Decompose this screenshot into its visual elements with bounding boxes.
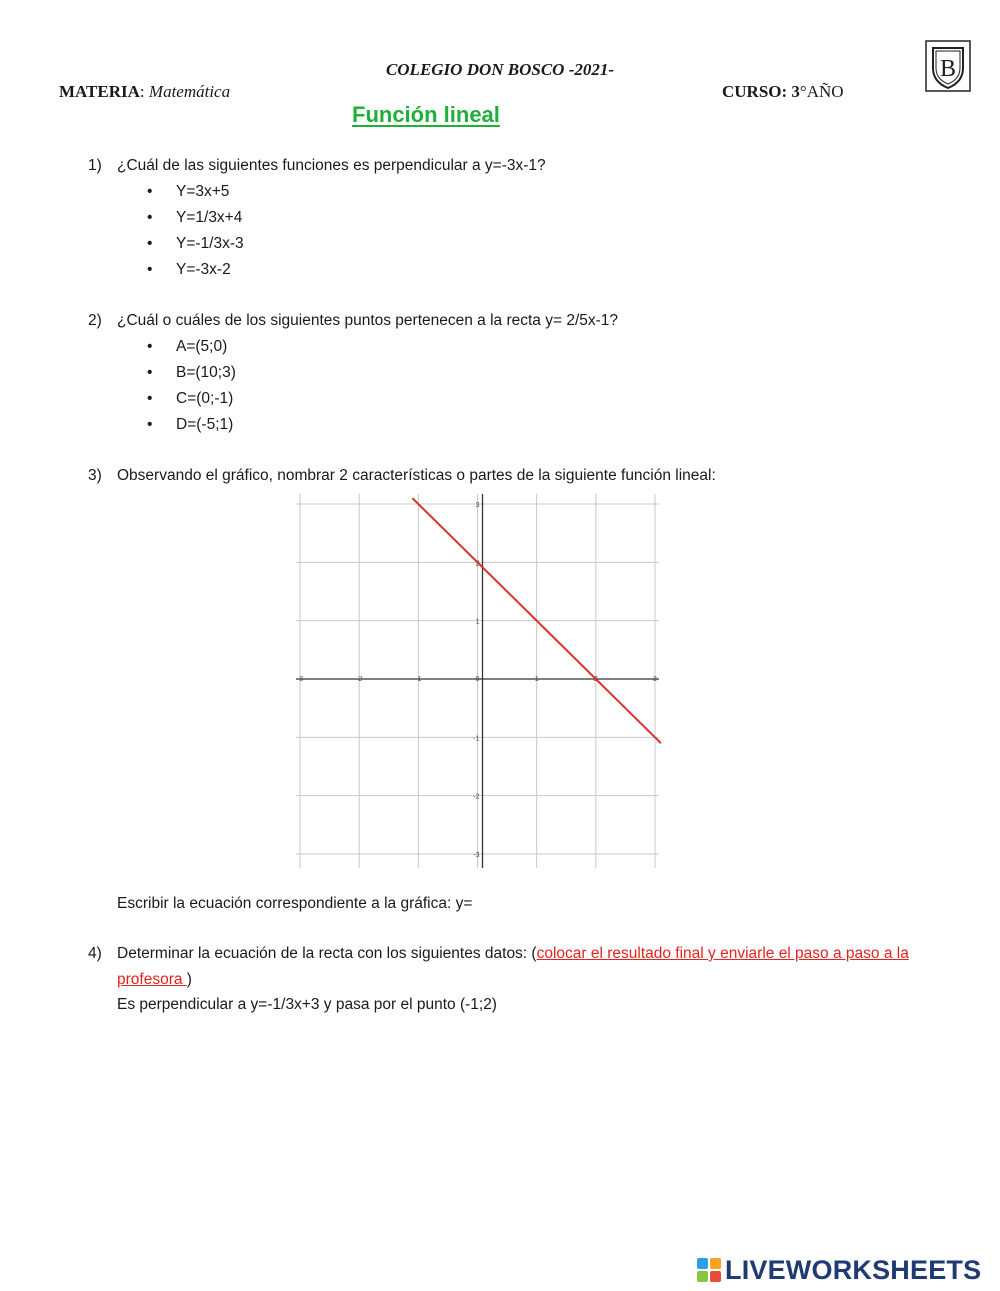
question-number: 3): [88, 467, 102, 484]
question-4-statement: Es perpendicular a y=-1/3x+3 y pasa por el punto (-1;2): [117, 996, 497, 1013]
x-tick-label: 2: [593, 676, 598, 683]
option-label: Y=1/3x+4: [176, 209, 243, 226]
function-graph: [290, 490, 665, 877]
question-number: 1): [88, 157, 102, 174]
equation-prompt: Escribir la ecuación correspondiente a la gráfica: y=: [117, 895, 473, 912]
liveworksheets-brand: LIVEWORKSHEETS: [725, 1254, 982, 1285]
subject-line: MATERIA: Matemática: [59, 82, 231, 101]
question-number: 2): [88, 312, 102, 329]
instruction-note: colocar el resultado final y enviarle el paso a paso a la: [536, 945, 909, 962]
y-tick-label: 3: [475, 502, 480, 509]
option-label: B=(10;3): [176, 364, 236, 381]
y-tick-label: -1: [473, 735, 480, 743]
option-label: A=(5;0): [176, 338, 228, 355]
materia-value: Matemática: [148, 82, 231, 101]
y-tick-label: 1: [475, 618, 480, 626]
x-tick-label: 3: [653, 676, 657, 683]
option-label: C=(0;-1): [176, 390, 234, 407]
y-tick-label: -3: [473, 852, 480, 859]
x-tick-label: -1: [415, 676, 422, 683]
x-tick-label: -2: [356, 676, 363, 683]
shield-crest-icon: [925, 40, 971, 92]
question-text: Determinar la ecuación de la recta con los siguientes datos: (colocar el resultado final y enviarle el paso a paso a la: [117, 945, 909, 962]
course-line: [722, 82, 844, 102]
curso-value: °AÑO: [799, 82, 844, 101]
question-text: Observando el gráfico, nombrar 2 características o partes de la siguiente función lineal:: [117, 467, 716, 484]
question-4-line-2: profesora ): [117, 971, 192, 988]
curso-label: CURSO: 3: [722, 82, 800, 101]
x-tick-label: -3: [296, 676, 304, 683]
y-tick-label: 2: [475, 560, 480, 568]
materia-label: MATERIA: [59, 82, 140, 101]
school-title: COLEGIO DON BOSCO -2021-: [385, 60, 615, 79]
instruction-note-cont: profesora: [117, 971, 187, 988]
liveworksheets-logo-icon: [697, 1258, 721, 1282]
question-text: ¿Cuál o cuáles de los siguientes puntos pertenecen a la recta y= 2/5x-1?: [117, 312, 619, 329]
question-text: ¿Cuál de las siguientes funciones es perpendicular a y=-3x-1?: [117, 157, 546, 174]
option-label: D=(-5;1): [176, 416, 234, 433]
x-tick-label: 1: [534, 676, 539, 683]
svg-text:B: B: [939, 56, 957, 82]
option-label: Y=3x+5: [176, 183, 230, 200]
page-title: Función lineal: [352, 102, 500, 127]
liveworksheets-footer[interactable]: [697, 1255, 981, 1285]
question-number: 4): [88, 945, 102, 962]
option-label: Y=-3x-2: [176, 261, 231, 278]
y-tick-label: -2: [473, 793, 480, 801]
option-label: Y=-1/3x-3: [176, 235, 244, 252]
x-tick-label: 0: [475, 676, 480, 683]
